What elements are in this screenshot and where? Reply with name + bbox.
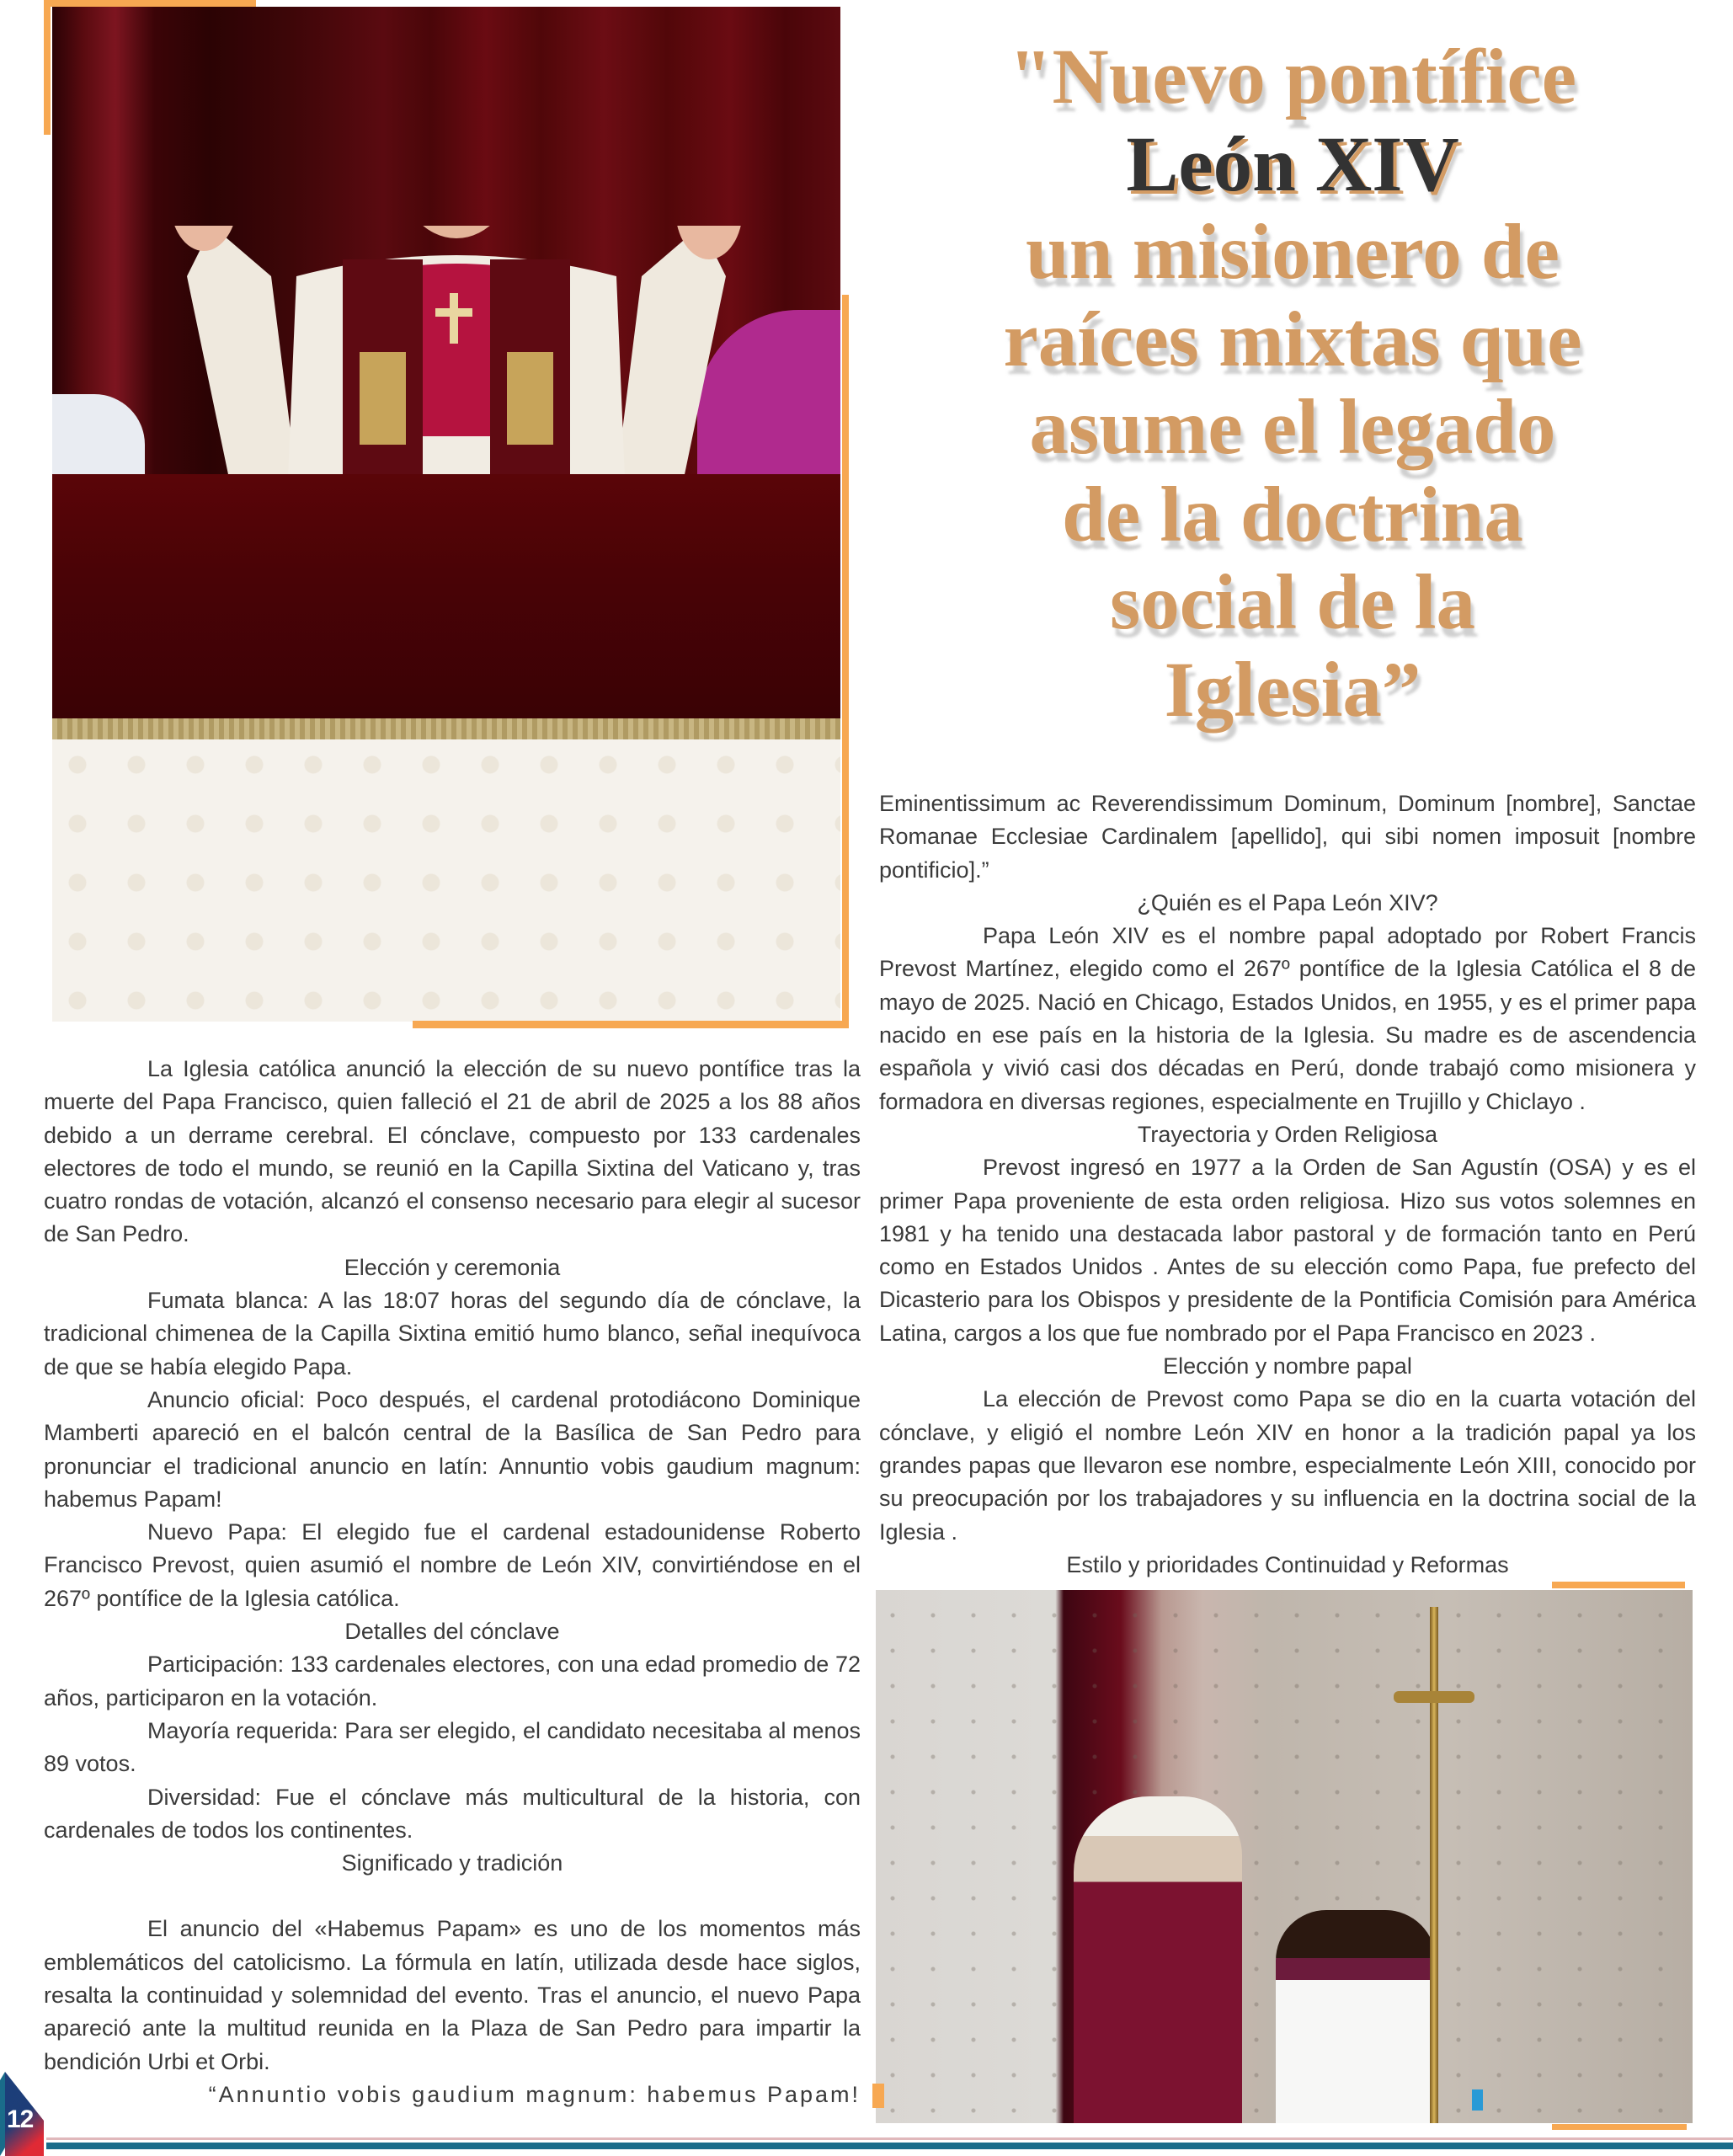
article-headline (876, 34, 1709, 734)
headline-line: asume el legado (1029, 384, 1556, 471)
frame-accent-photo2-top (1552, 1582, 1685, 1588)
spacer (44, 1880, 861, 1913)
mayoria-paragraph: Mayoría requerida: Para ser elegido, el candidato necesitaba al menos 89 votos. (44, 1717, 861, 1777)
pope-praying-photo (876, 1590, 1693, 2123)
headline-line: Iglesia” (1164, 647, 1421, 734)
nuevo-papa-paragraph: Nuevo Papa: El elegido fue el cardenal estadounidense Roberto Francisco Prevost, quien asumió el nombre de León XIV, convirtiéndose en el 267º pontífice de la Iglesia católica. (44, 1519, 861, 1611)
headline-line: raíces mixtas que (1003, 296, 1582, 383)
headline-pope-name: León XIV (1126, 121, 1459, 208)
frame-accent-bottom (413, 1021, 849, 1028)
balcony-drape (52, 474, 840, 718)
intro-paragraph: La Iglesia católica anunció la elección de su nuevo pontífice tras la muerte del Papa Francisco, quien falleció el 21 de abril de 2025 a los 88 años debido a un derrame cerebral. El cónclave, compuesto por 133 cardenales electores de todo el mundo, se reunió en la Capilla Sixtina del Vaticano y, tras cuatro rondas de votación, alcanzó el consenso necesario para elegir al sucesor de San Pedro. (44, 1056, 861, 1247)
habemus-paragraph: El anuncio del «Habemus Papam» es uno de los momentos más emblemáticos del catolicismo. La fórmula en latín, utilizada desde hace siglos, resalta la continuidad y solemnidad del evento. Tras el anuncio, el nuevo Papa apareció ante la multitud reunida en la Plaza de San Pedro para impartir la bendición Urbi et Orbi. (44, 1916, 861, 2074)
processional-cross-staff (1430, 1607, 1438, 2123)
section-heading: ¿Quién es el Papa León XIV? (1137, 889, 1438, 915)
pope-praying-figure (1074, 1796, 1242, 2123)
fumata-paragraph: Fumata blanca: A las 18:07 horas del segundo día de cónclave, la tradicional chimenea de la Capilla Sixtina emitió humo blanco, señal inequívoca de que se había elegido Papa. (44, 1288, 861, 1380)
article-column-right (879, 787, 1696, 1582)
pope-waving-figure (153, 226, 760, 478)
frame-accent-right (842, 295, 849, 1027)
participacion-paragraph: Participación: 133 cardenales electores, con una edad promedio de 72 años, participaron en la votación. (44, 1652, 861, 1710)
section-heading: Elección y nombre papal (1163, 1353, 1412, 1380)
balcony-gold-trim (52, 718, 840, 739)
latin-quote: “Annuntio vobis gaudium magnum: habemus Papam! (208, 2081, 861, 2107)
footer-rule-thin (46, 2137, 1733, 2140)
frame-accent-top (44, 0, 256, 7)
eleccion-paragraph: La elección de Prevost como Papa se dio en la cuarta votación del cónclave, y eligió el nombre León XIV en honor a la tradición papal ya los grandes papas que llevaron ese nombre, especialmente León XIII, conocido por su preocupación por los trabajadores y su influencia en la doctrina social de la Iglesia . (879, 1386, 1696, 1545)
section-heading: Estilo y prioridades Continuidad y Reformas (1066, 1551, 1509, 1577)
headline-line: un misionero de (1026, 209, 1560, 296)
balcony-white-cloth (52, 739, 840, 1022)
orange-marker (872, 2084, 884, 2108)
processional-cross-bar (1394, 1691, 1474, 1703)
footer-rule-thick (46, 2143, 1733, 2149)
pope-balcony-photo (52, 7, 840, 1022)
quien-paragraph: Papa León XIV es el nombre papal adoptado por Robert Francis Prevost Martínez, elegido como el 267º pontífice de la Iglesia Católica el 8 de mayo de 2025. Nació en Chicago, Estados Unidos, en 1955, y es el primer papa nacido en ese país en la historia de la Iglesia. Su madre es de ascendencia española y vivió casi dos décadas en Perú, donde trabajó como misionera y formadora en diversas regiones, especialmente en Trujillo y Chiclayo . (879, 923, 1696, 1114)
headline-line: de la doctrina (1062, 472, 1523, 558)
acolyte-figure (1276, 1910, 1436, 2123)
section-heading: Elección y ceremonia (344, 1254, 561, 1280)
article-column-left (44, 1053, 861, 2111)
headline-line: "Nuevo pontífice (1008, 34, 1577, 120)
page-number: 12 (7, 2105, 34, 2133)
headline-line: social de la (1110, 559, 1475, 646)
latin-continuation: Eminentissimum ac Reverendissimum Dominum, Dominum [nombre], Sanctae Romanae Ecclesiae Cardinalem [apellido], qui sibi nomen imposuit [nombre pontificio].” (879, 791, 1696, 883)
blue-marker (1472, 2089, 1483, 2111)
diversidad-paragraph: Diversidad: Fue el cónclave más multicultural de la historia, con cardenales de todos los continentes. (44, 1784, 861, 1843)
section-heading: Detalles del cónclave (344, 1619, 560, 1645)
section-heading: Trayectoria y Orden Religiosa (1137, 1121, 1438, 1147)
trayectoria-paragraph: Prevost ingresó en 1977 a la Orden de San Agustín (OSA) y es el primer Papa proveniente de esta orden religiosa. Hizo sus votos solemnes en 1981 y ha tenido una destacada labor pastoral y de formación tanto en Perú como en Estados Unidos . Antes de su elección como Papa, fue prefecto del Dicasterio para los Obispos y presidente de la Pontificia Comisión para América Latina, cargos a los que fue nombrado por el Papa Francisco en 2023 . (879, 1155, 1696, 1346)
anuncio-paragraph: Anuncio oficial: Poco después, el cardenal protodiácono Dominique Mamberti apareció en el balcón central de la Basílica de San Pedro para pronunciar el tradicional anuncio en latín: Annuntio vobis gaudium magnum: habemus Papam! (44, 1386, 861, 1512)
section-heading: Significado y tradición (341, 1850, 563, 1876)
frame-accent-photo2-bottom (1552, 2124, 1687, 2130)
frame-accent-left (44, 0, 51, 135)
